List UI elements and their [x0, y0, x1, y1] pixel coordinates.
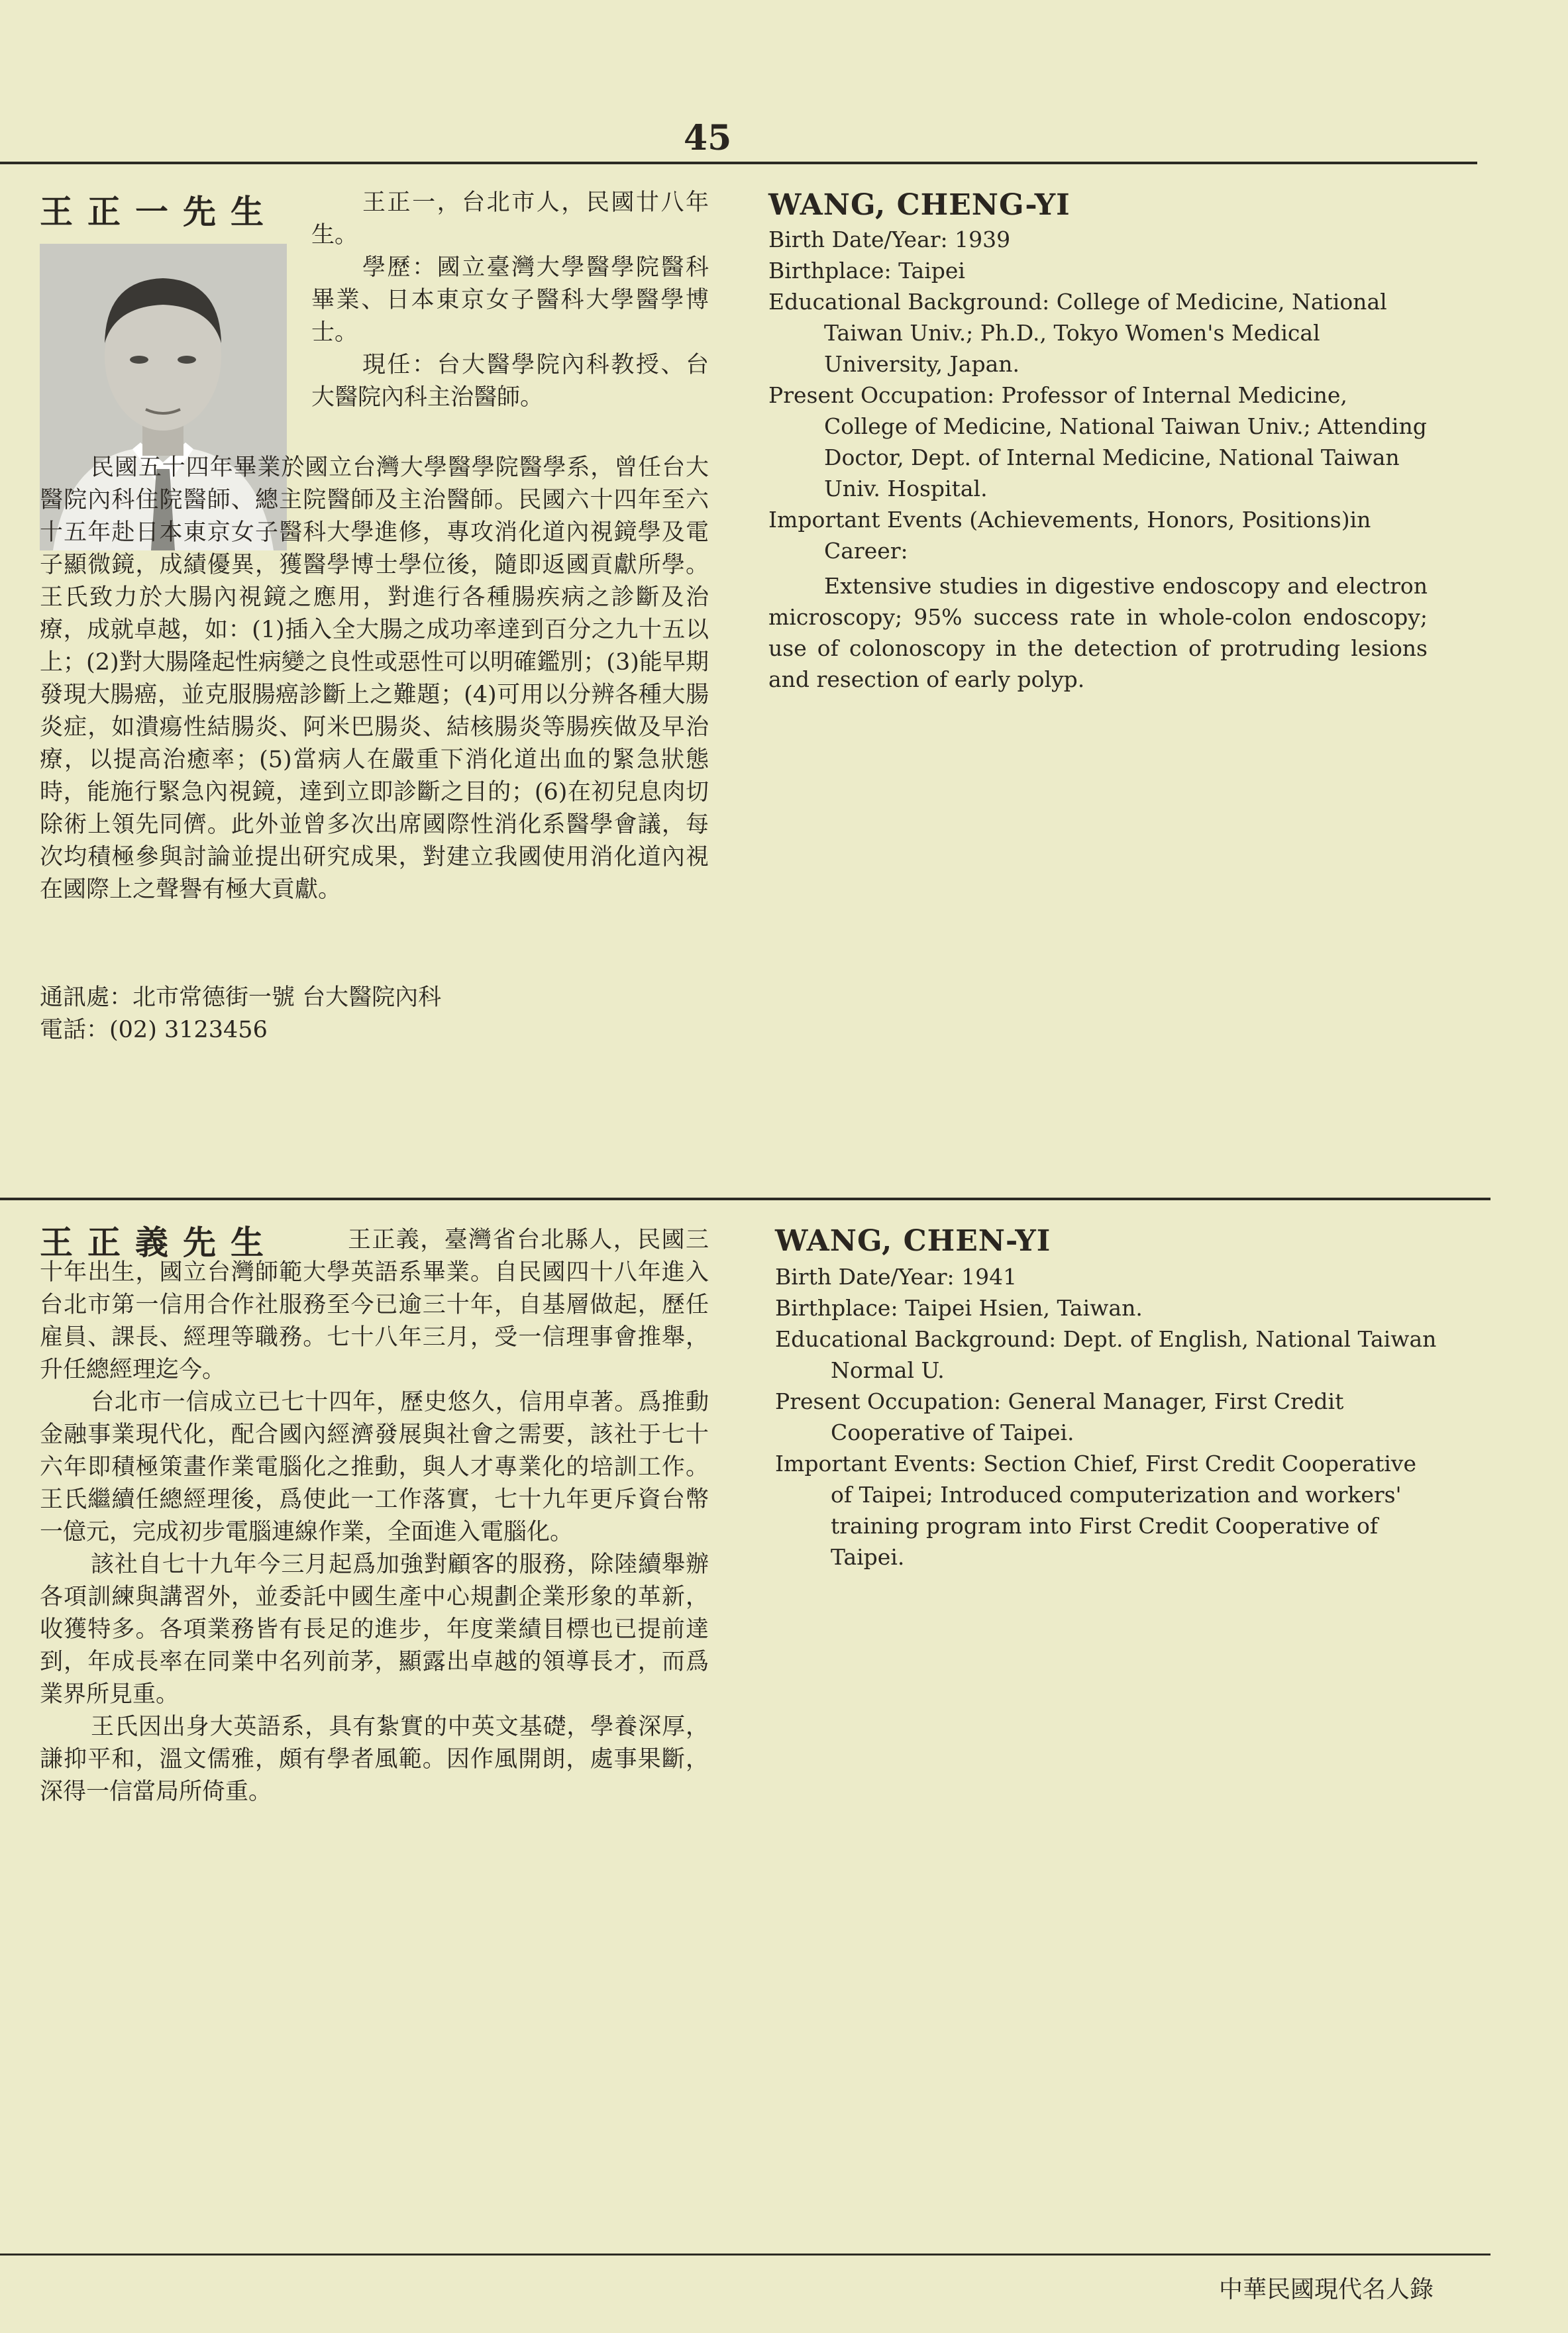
page-number: 45 [684, 118, 732, 158]
entry1-birth-year: Birth Date/Year: 1939 [768, 227, 1011, 252]
middle-rule [0, 1198, 1490, 1200]
entry1-bio-cn-education: 學歷：國立臺灣大學醫學院醫科畢業、日本東京女子醫科大學醫學博士。 [311, 254, 709, 346]
entry1-contact-address: 通訊處：北市常德街一號 台大醫院內科 [40, 984, 442, 1011]
entry1-bio-cn-career: 民國五十四年畢業於國立台灣大學醫學院醫學系，曾任台大醫院內科住院醫師、總主院醫師及主治醫師。民國六十四年至六十五年赴日本東京女子醫科大學進修，專攻消化道內視鏡學及電子顯微鏡，成績優異，獲醫學博士學位後，隨即返國貢獻所學。王氏致力於大腸內視鏡之應用，對進行各種腸疾病之診斷及治療，成就卓越，如：(1)插入全大腸之成功率達到百分之九十五以上；(2)對大腸隆起性病變之良性或惡性可以明確鑑別；(3)能早期發現大腸癌，並克服腸癌診斷上之難題；(4)可用以分辨各種大腸炎症，如潰瘍性結腸炎、阿米巴腸炎、結核腸炎等腸疾做及早治療，以提高治癒率；(5)當病人在嚴重下消化道出血的緊急狀態時，能施行緊急內視鏡，達到立即診斷之目的；(6)在初兒息肉切除術上領先同儕。此外並曾多次出席國際性消化系醫學會議，每次均積極參與討論並提出研究成果，對建立我國使用消化道內視在國際上之聲譽有極大貢獻。 [40, 454, 709, 903]
entry1-events-paragraph: Extensive studies in digestive endoscopy and electron microscopy; 95% success rate in whole-colon endoscopy; use of colonoscopy in the detection of protruding lesions and resection of early polyp. [768, 573, 1428, 692]
top-rule [0, 162, 1477, 164]
entry2-education: Educational Background: Dept. of English, National Taiwan Normal U. [775, 1326, 1437, 1383]
entry2-en-fields [775, 1261, 1437, 1573]
entry2-bio-cn-para3: 該社自七十九年今三月起爲加強對顧客的服務，除陸續舉辦各項訓練與講習外，並委託中國生產中心規劃企業形象的革新，收獲特多。各項業務皆有長足的進步，年度業績目標也已提前達到，年成長率在同業中名列前茅，顯露出卓越的領導長才，而爲業界所見重。 [40, 1551, 709, 1708]
entry1-contact-phone: 電話：(02) 3123456 [40, 1017, 268, 1043]
entry2-events: Important Events: Section Chief, First Credit Cooperative of Taipei; Introduced computerization and workers' training program into First Credit Cooperative of Taipei. [775, 1451, 1416, 1570]
entry2-bio-cn-para4: 王氏因出身大英語系，具有紮實的中英文基礎，學養深厚，謙抑平和，溫文儒雅，頗有學者風範。因作風開朗，處事果斷，深得一信當局所倚重。 [40, 1714, 709, 1805]
entry1-bio-cn-position: 現任：台大醫學院內科教授、台大醫院內科主治醫師。 [311, 352, 709, 411]
entry1-name-en: WANG, CHENG-YI [768, 188, 1071, 222]
entry2-bio-cn-para1: 王正義，臺灣省台北縣人，民國三十年出生，國立台灣師範大學英語系畢業。自民國四十八年進入台北市第一信用合作社服務至今已逾三十年，自基層做起，歷任雇員、課長、經理等職務。七十八年三月，受一信理事會推舉，升任總經理迄今。 [40, 1227, 709, 1383]
entry1-bio-cn-top [311, 187, 709, 414]
entry1-occupation: Present Occupation: Professor of Internal Medicine, College of Medicine, National Taiwan Univ.; Attending Doctor, Dept. of Internal Medicine, National Taiwan Univ. Hospital. [768, 382, 1427, 501]
entry1-education: Educational Background: College of Medicine, National Taiwan Univ.; Ph.D., Tokyo Women's Medical University, Japan. [768, 289, 1387, 377]
entry1-contact [40, 982, 709, 1047]
entry2-birthplace: Birthplace: Taipei Hsien, Taiwan. [775, 1295, 1143, 1321]
entry2-name-cn: 王正義先生 [40, 1223, 278, 1262]
entry1-en-fields [768, 224, 1428, 695]
entry2-bio-cn [40, 1224, 709, 1808]
entry2-birth-year: Birth Date/Year: 1941 [775, 1264, 1018, 1290]
entry2-name-en: WANG, CHEN-YI [775, 1224, 1051, 1258]
footer-title: 中華民國現代名人錄 [1219, 2276, 1434, 2303]
entry1-bio-cn-line: 王正一，台北市人，民國廿八年生。 [311, 189, 709, 248]
entry1-name-cn: 王正一先生 [40, 192, 278, 231]
entry1-events-label: Important Events (Achievements, Honors, Positions)in Career: [768, 507, 1371, 564]
entry2-bio-cn-para2: 台北市一信成立已七十四年，歷史悠久，信用卓著。爲推動金融事業現代化，配合國內經濟發展與社會之需要，該社于七十六年即積極策畫作業電腦化之推動，與人才專業化的培訓工作。王氏繼續任總經理後，爲使此一工作落實，七十九年更斥資台幣一億元，完成初步電腦連線作業，全面進入電腦化。 [40, 1389, 709, 1545]
entry1-bio-cn-main [40, 452, 709, 906]
entry2-occupation: Present Occupation: General Manager, First Credit Cooperative of Taipei. [775, 1388, 1344, 1445]
bottom-rule [0, 2254, 1490, 2255]
entry1-birthplace: Birthplace: Taipei [768, 258, 965, 284]
